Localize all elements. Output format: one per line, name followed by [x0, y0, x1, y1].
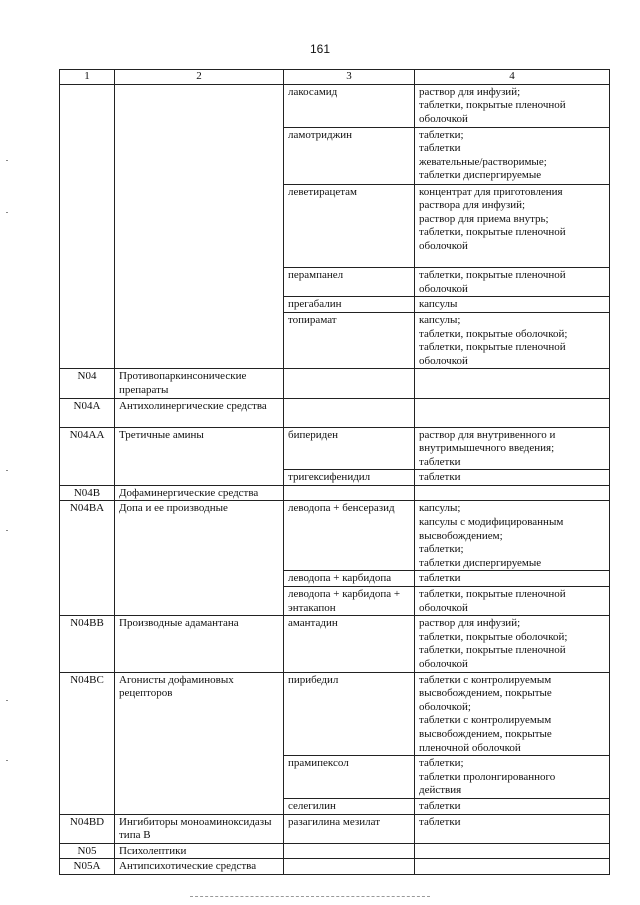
dosage-form: капсулы с модифицированным — [419, 516, 564, 529]
scan-edge-marks — [6, 0, 14, 905]
code-cell: N05A — [60, 859, 115, 875]
code-cell: N04 — [60, 369, 115, 398]
dosage-form: таблетки диспергируемые — [419, 556, 542, 569]
code-cell: N04BC — [60, 672, 115, 814]
dosage-form: внутримышечного введения; — [419, 442, 555, 455]
drug-cell: леводопа + карбидопа — [284, 571, 415, 587]
group-cell: Противопаркинсонические препараты — [115, 369, 284, 398]
forms-cell — [415, 398, 610, 427]
dosage-form: таблетки; — [419, 543, 464, 556]
group-cell: Допа и ее производные — [115, 501, 284, 616]
dosage-form: таблетки; — [419, 128, 464, 141]
forms-cell — [415, 756, 610, 799]
forms-cell — [415, 798, 610, 814]
drug-cell: перампанел — [284, 268, 415, 297]
code-cell — [60, 84, 115, 369]
dosage-form: таблетки, покрытые пленочной — [419, 644, 566, 657]
forms-cell — [415, 297, 610, 313]
dosage-form: таблетки — [419, 572, 461, 585]
code-cell: N04A — [60, 398, 115, 427]
drug-cell: бипериден — [284, 427, 415, 470]
drug-cell — [284, 398, 415, 427]
forms-cell — [415, 369, 610, 398]
table-row — [60, 501, 610, 571]
code-cell: N05 — [60, 843, 115, 859]
group-cell: Агонисты дофаминовых рецепторов — [115, 672, 284, 814]
group-cell: Ингибиторы моноаминоксидазы типа В — [115, 814, 284, 843]
dosage-form: капсулы; — [419, 502, 461, 515]
forms-cell — [415, 501, 610, 571]
drug-cell: лакосамид — [284, 84, 415, 127]
dosage-form: оболочкой — [419, 658, 468, 671]
drug-cell: прамипексол — [284, 756, 415, 799]
dosage-form: концентрат для приготовления — [419, 185, 563, 198]
dosage-form: таблетки — [419, 815, 461, 828]
drug-cell — [284, 859, 415, 875]
dosage-form: таблетки; — [419, 757, 464, 770]
dosage-form: таблетки, покрытые пленочной — [419, 341, 566, 354]
table-row — [60, 398, 610, 427]
dosage-form: жевательные/растворимые; — [419, 155, 547, 168]
dosage-form: таблетки, покрытые оболочкой; — [419, 630, 568, 643]
table-row — [60, 616, 610, 672]
dosage-form: таблетки пролонгированного — [419, 770, 556, 783]
dosage-form: оболочкой — [419, 601, 468, 614]
drug-cell: прегабалин — [284, 297, 415, 313]
drug-cell: леветирацетам — [284, 184, 415, 268]
group-cell: Психолептики — [115, 843, 284, 859]
dosage-form: таблетки, покрытые пленочной — [419, 269, 566, 282]
forms-cell — [415, 859, 610, 875]
dosage-form: высвобождением, покрытые — [419, 687, 552, 700]
forms-cell — [415, 616, 610, 672]
forms-cell — [415, 127, 610, 184]
dosage-form: таблетки — [419, 455, 461, 468]
group-cell — [115, 84, 284, 369]
dosage-form: оболочкой; — [419, 700, 471, 713]
drug-cell — [284, 485, 415, 501]
table-row — [60, 427, 610, 470]
forms-cell — [415, 814, 610, 843]
drug-cell: разагилина мезилат — [284, 814, 415, 843]
forms-cell — [415, 571, 610, 587]
table-row — [60, 84, 610, 127]
dosage-form: действия — [419, 784, 462, 797]
forms-cell — [415, 312, 610, 368]
dosage-form: капсулы — [419, 298, 458, 311]
code-cell: N04AA — [60, 427, 115, 485]
drug-cell: тригексифенидил — [284, 470, 415, 486]
drug-table — [59, 69, 610, 875]
group-cell: Дофаминергические средства — [115, 485, 284, 501]
header-cell: 3 — [284, 70, 415, 85]
group-cell: Третичные амины — [115, 427, 284, 485]
dosage-form: таблетки — [419, 471, 461, 484]
dosage-form: оболочкой — [419, 239, 468, 252]
table-row — [60, 672, 610, 756]
forms-cell — [415, 843, 610, 859]
forms-cell — [415, 587, 610, 616]
header-cell: 4 — [415, 70, 610, 85]
group-cell: Антихолинергические средства — [115, 398, 284, 427]
forms-cell — [415, 184, 610, 268]
forms-cell — [415, 672, 610, 756]
header-row — [60, 70, 610, 85]
dosage-form: таблетки с контролируемым — [419, 714, 552, 727]
code-cell: N04BB — [60, 616, 115, 672]
drug-cell: амантадин — [284, 616, 415, 672]
dosage-form: высвобождением, покрытые — [419, 728, 552, 740]
forms-cell — [415, 427, 610, 470]
dosage-form: высвобождением; — [419, 529, 503, 542]
dosage-form: раствор для инфузий; — [419, 617, 521, 630]
dosage-form: оболочкой — [419, 354, 468, 367]
forms-cell — [415, 84, 610, 127]
dosage-form: таблетки, покрытые пленочной — [419, 588, 566, 601]
table-row — [60, 814, 610, 843]
dosage-form: пленочной оболочкой — [419, 741, 521, 754]
table-row — [60, 369, 610, 398]
dosage-form: капсулы; — [419, 313, 461, 326]
dosage-form: таблетки — [419, 799, 461, 812]
code-cell: N04BD — [60, 814, 115, 843]
dosage-form: таблетки, покрытые оболочкой; — [419, 327, 568, 340]
header-cell: 1 — [60, 70, 115, 85]
dosage-form: раствор для внутривенного и — [419, 428, 556, 441]
page-number: 161 — [309, 42, 331, 56]
dosage-form: таблетки, покрытые пленочной — [419, 99, 566, 112]
drug-cell — [284, 369, 415, 398]
dosage-form — [419, 254, 605, 268]
dosage-form: раствор для инфузий; — [419, 85, 521, 98]
dosage-form: раствора для инфузий; — [419, 199, 526, 212]
dosage-form: таблетки, покрытые пленочной — [419, 226, 566, 239]
drug-cell: топирамат — [284, 312, 415, 368]
table-row — [60, 843, 610, 859]
drug-cell: леводопа + бенсеразид — [284, 501, 415, 571]
dosage-form: оболочкой — [419, 112, 468, 125]
dosage-form: таблетки — [419, 142, 461, 155]
header-cell: 2 — [115, 70, 284, 85]
group-cell: Производные адамантана — [115, 616, 284, 672]
scan-bottom-marks — [190, 896, 430, 899]
forms-cell — [415, 485, 610, 501]
dosage-form: оболочкой — [419, 282, 468, 295]
drug-cell: ламотриджин — [284, 127, 415, 184]
drug-cell: пирибедил — [284, 672, 415, 756]
code-cell: N04B — [60, 485, 115, 501]
table-row — [60, 485, 610, 501]
drug-cell: селегилин — [284, 798, 415, 814]
table-row — [60, 859, 610, 875]
dosage-form: таблетки диспергируемые — [419, 169, 542, 182]
group-cell: Антипсихотические средства — [115, 859, 284, 875]
dosage-form: таблетки с контролируемым — [419, 673, 552, 686]
forms-cell — [415, 268, 610, 297]
dosage-form: раствор для приема внутрь; — [419, 212, 549, 225]
drug-cell: леводопа + карбидопа + энтакапон — [284, 587, 415, 616]
forms-cell — [415, 470, 610, 486]
table-body — [60, 84, 610, 874]
code-cell: N04BA — [60, 501, 115, 616]
drug-cell — [284, 843, 415, 859]
